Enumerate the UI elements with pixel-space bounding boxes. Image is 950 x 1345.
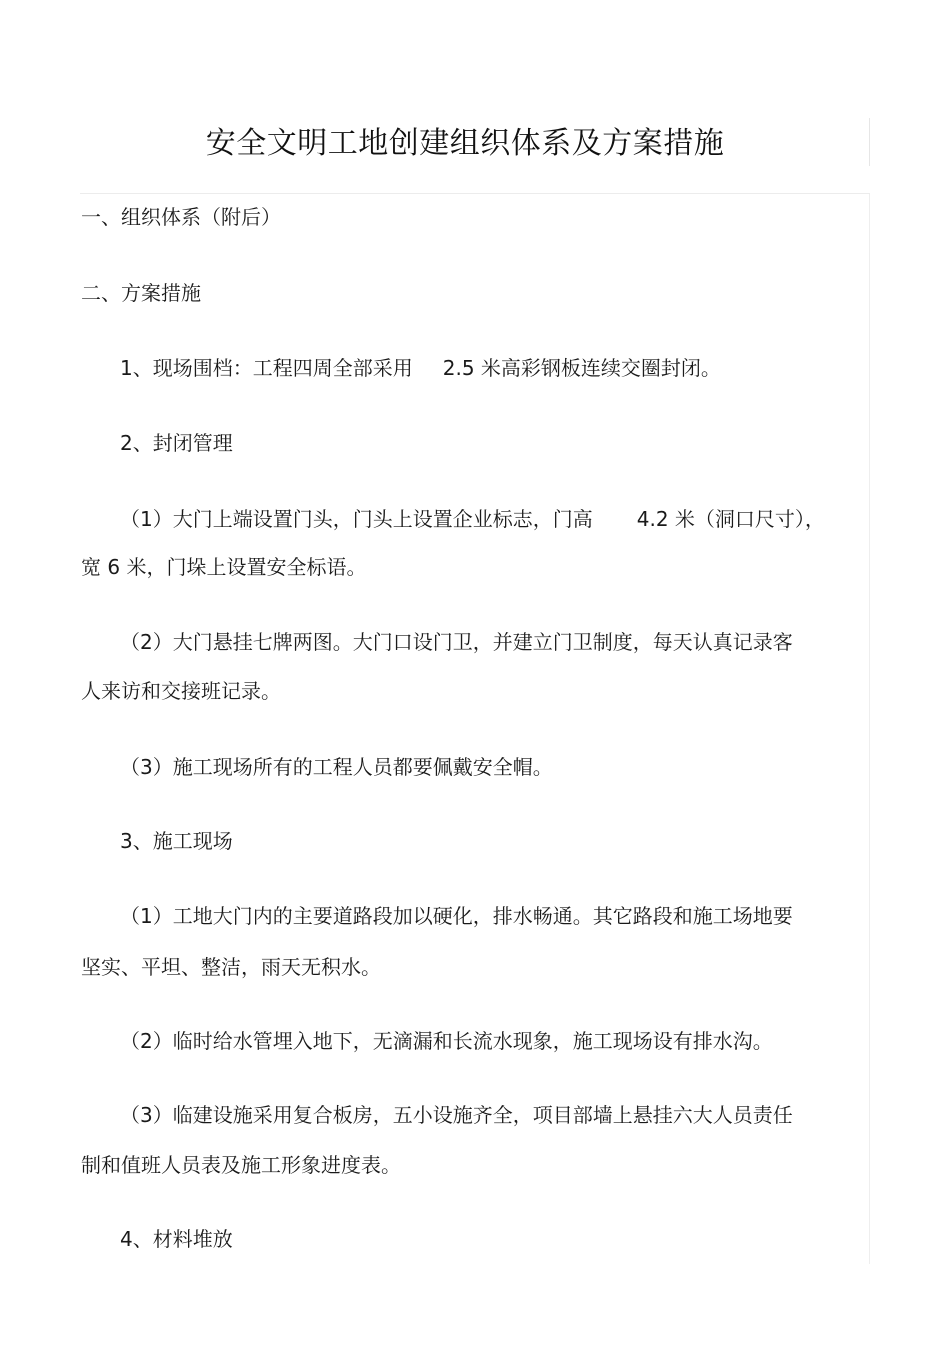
page-title: 安全文明工地创建组织体系及方案措施	[205, 126, 725, 161]
subheading-materials: 4、材料堆放	[120, 1227, 233, 1251]
paragraph-gate-line1	[120, 505, 825, 533]
paragraph-temporary-buildings-line1: （3）临建设施采用复合板房，五小设施齐全，项目部墙上悬挂六大人员责任	[120, 1103, 793, 1127]
paragraph-signboards-line1: （2）大门悬挂七牌两图。大门口设门卫，并建立门卫制度，每天认真记录客	[120, 630, 793, 654]
section-heading-measures: 二、方案措施	[81, 281, 201, 305]
paragraph-gate-text-b: 4.2 米（洞口尺寸），	[636, 507, 825, 531]
paragraph-gate-line2: 宽 6 米，门垛上设置安全标语。	[81, 555, 367, 579]
paragraph-helmets: （3）施工现场所有的工程人员都要佩戴安全帽。	[120, 755, 553, 779]
page-edge-line	[869, 194, 870, 1264]
paragraph-fence-text-a: 1、现场围档：工程四周全部采用	[120, 356, 413, 380]
paragraph-fence-text-b: 2.5 米高彩钢板连续交圈封闭。	[442, 356, 721, 380]
section-heading-organization: 一、组织体系（附后）	[81, 205, 281, 229]
paragraph-roads-line1: （1）工地大门内的主要道路段加以硬化，排水畅通。其它路段和施工场地要	[120, 904, 793, 928]
paragraph-temporary-buildings-line2: 制和值班人员表及施工形象进度表。	[81, 1153, 401, 1177]
paragraph-gate-text-a: （1）大门上端设置门头，门头上设置企业标志，门高	[120, 507, 593, 531]
paragraph-water-pipes: （2）临时给水管埋入地下，无滴漏和长流水现象，施工现场设有排水沟。	[120, 1029, 773, 1053]
paragraph-signboards-line2: 人来访和交接班记录。	[81, 679, 281, 703]
header-divider	[80, 193, 870, 194]
subheading-enclosure: 2、封闭管理	[120, 431, 233, 455]
subheading-site: 3、施工现场	[120, 829, 233, 853]
paragraph-roads-line2: 坚实、平坦、整洁，雨天无积水。	[81, 955, 381, 979]
paragraph-fence	[120, 354, 721, 382]
